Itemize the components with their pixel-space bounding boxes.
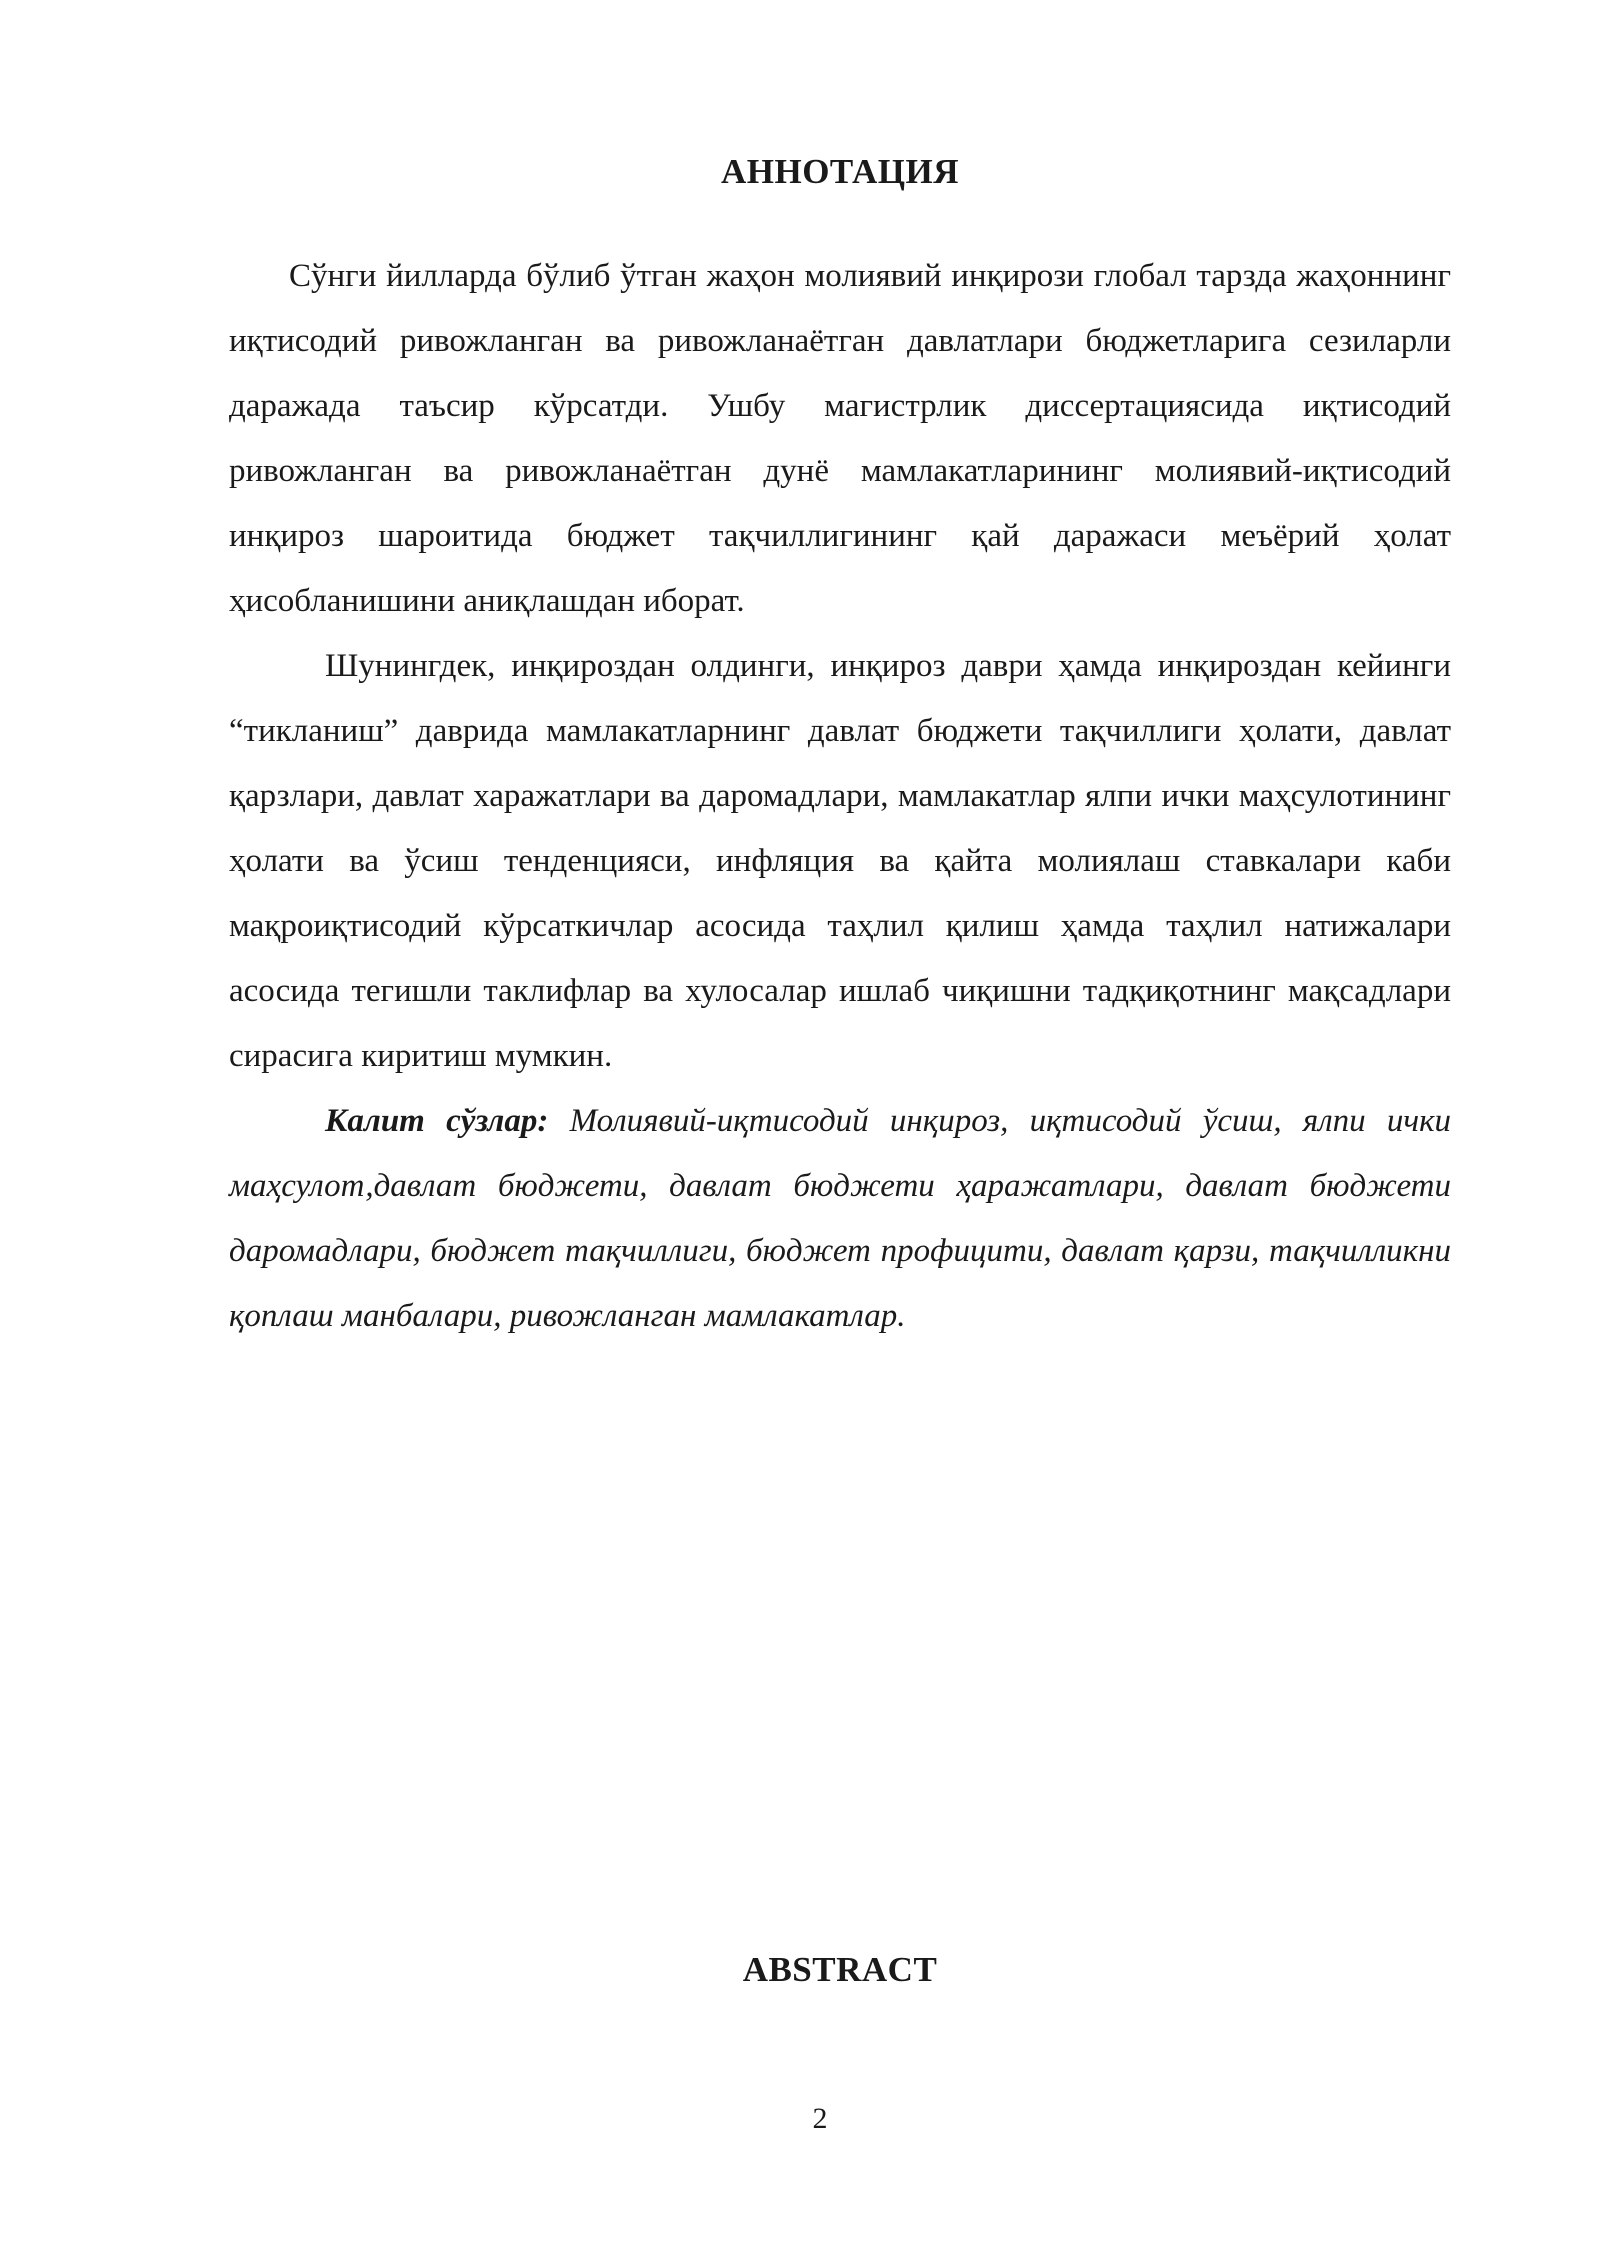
annotation-paragraph-1: Сўнги йилларда бўлиб ўтган жаҳон молиявий инқирози глобал тарзда жаҳоннинг иқтисодий ривожланган ва ривожланаётган давлатлари бюджетларига сезиларли даражада таъсир кўрсатди. Ушбу магистрлик диссертациясида иқтисодий ривожланган ва ривожланаётган дунё мамлакатларининг молиявий-иқтисодий инқироз шароитида бюджет тақчиллигининг қай даражаси меъёрий ҳолат ҳисобланишини аниқлашдан иборат. [229, 258, 1451, 619]
annotation-paragraph-2: Шунингдек, инқироздан олдинги, инқироз даври ҳамда инқироздан кейинги “тикланиш” даврида мамлакатларнинг давлат бюджети тақчиллиги ҳолати, давлат қарзлари, давлат харажатлари ва даромадлари, мамлакатлар ялпи ички маҳсулотининг ҳолати ва ўсиш тенденцияси, инфляция ва қайта молиялаш ставкалари каби мақроиқтисодий кўрсаткичлар асосида таҳлил қилиш ҳамда таҳлил натижалари асосида тегишли таклифлар ва хулосалар ишлаб чиқишни тадқиқотнинг мақсадлари сирасига киритиш мумкин. [229, 648, 1451, 1074]
keywords-text: Молиявий-иқтисодий инқироз, иқтисодий ўсиш, ялпи ички маҳсулот,давлат бюджети, давлат бюджети ҳаражатлари, давлат бюджети даромадлари, бюджет тақчиллиги, бюджет профицити, давлат қарзи, тақчилликни қоплаш манбалари, ривожланган мамлакатлар. [229, 1103, 1452, 1334]
abstract-heading: ABSTRACT [742, 1950, 938, 1989]
page-number: 2 [812, 2102, 828, 2135]
annotation-body [229, 244, 1451, 1349]
keywords-paragraph [229, 1089, 1451, 1349]
annotation-heading: АННОТАЦИЯ [720, 152, 960, 191]
keywords-label: Калит сўзлар: [325, 1103, 549, 1139]
